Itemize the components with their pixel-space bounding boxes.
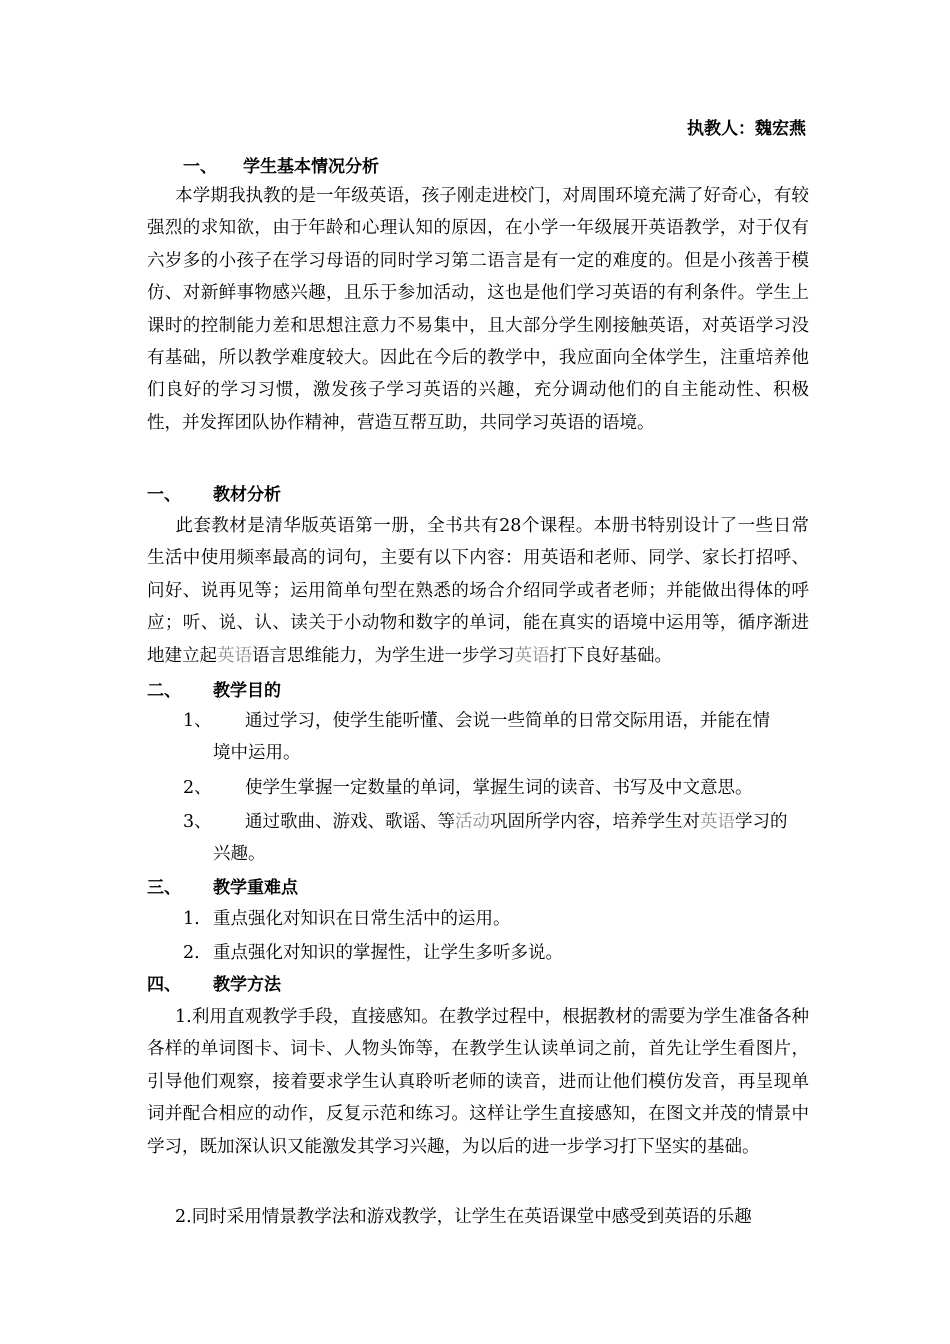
section-3-number: 二、 [147,681,181,701]
method-paragraph-2: 2.同时采用情景教学法和游戏教学，让学生在英语课堂中感受到英语的乐趣 [175,1207,752,1227]
highlight-word: 活动 [455,812,490,832]
section-2-title: 教材分析 [213,485,281,505]
highlight-word: 英语 [700,812,735,832]
section-1-title: 学生基本情况分析 [243,157,379,177]
section-2-paragraph: 此套教材是清华版英语第一册，全书共有28个课程。本册书特别设计了一些日常生活中使用频率最高的词句，主要有以下内容：用英语和老师、同学、家长打招呼、问好、说再见等；运用简单句型在熟悉的场合介绍同学或者老师；并能做出得体的呼应；听、说、认、读关于小动物和数字的单词，能在真实的语境中运用等，循序渐进地建立起英语语言思维能力，为学生进一步学习英语打下良好基础。 [147,516,809,666]
objective-item-2: 2、 使学生掌握一定数量的单词，掌握生词的读音、书写及中文意思。 [183,778,753,798]
section-3-title: 教学目的 [213,681,281,701]
highlight-word: 英语 [217,645,252,666]
section-2-number: 一、 [147,485,181,505]
highlight-word: 英语 [514,645,550,666]
section-4-title: 教学重难点 [213,878,298,898]
section-5-number: 四、 [147,975,181,995]
section-3-heading [147,679,281,703]
section-4-heading [147,876,298,900]
teacher-name: 执教人：魏宏燕 [687,119,806,139]
method-paragraph-1: 1.利用直观教学手段，直接感知。在教学过程中，根据教材的需要为学生准备各种各样的单词图卡、词卡、人物头饰等，在教学生认读单词之前，首先让学生看图片，引导他们观察，接着要求学生认真聆听老师的读音，进而让他们模仿发音，再呈现单词并配合相应的动作，反复示范和练习。这样让学生直接感知，在图文并茂的情景中学习，既加深认识又能激发其学习兴趣，为以后的进一步学习打下坚实的基础。 [147,1007,809,1157]
section-5-heading [147,973,281,997]
section-1-paragraph: 本学期我执教的是一年级英语，孩子刚走进校门，对周围环境充满了好奇心，有较强烈的求知欲，由于年龄和心理认知的原因，在小学一年级展开英语教学，对于仅有六岁多的小孩子在学习母语的同时学习第二语言是有一定的难度的。但是小孩善于模仿、对新鲜事物感兴趣，且乐于参加活动，这也是他们学习英语的有利条件。学生上课时的控制能力差和思想注意力不易集中，且大部分学生刚接触英语，对英语学习没有基础，所以教学难度较大。因此在今后的教学中，我应面向全体学生，注重培养他们良好的学习习惯，激发孩子学习英语的兴趣，充分调动他们的自主能动性、积极性，并发挥团队协作精神，营造互帮互助，共同学习英语的语境。 [147,186,809,433]
section-2-heading [147,483,281,507]
section-1-heading [183,155,379,179]
section-4-number: 三、 [147,878,181,898]
objective-item-3: 3、 通过歌曲、游戏、歌谣、等活动巩固所学内容，培养学生对英语学习的 兴趣。 [183,812,788,865]
objective-item-1: 1、 通过学习，使学生能听懂、会说一些简单的日常交际用语，并能在情 境中运用。 [183,711,770,764]
key-point-item-1: 1. 重点强化对知识在日常生活中的运用。 [183,909,511,929]
key-point-item-2: 2. 重点强化对知识的掌握性，让学生多听多说。 [183,943,563,963]
section-1-number: 一、 [183,157,217,177]
section-5-title: 教学方法 [213,975,281,995]
